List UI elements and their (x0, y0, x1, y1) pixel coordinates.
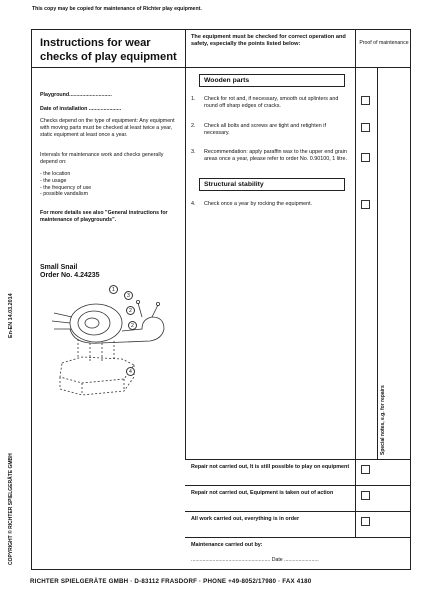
date-field[interactable]: ....................................................... Date ........................ (191, 557, 319, 563)
list-item: - the location (40, 171, 71, 177)
item-text: Check for rot and, if necessary, smooth out splinters and round off sharp edges of cracks. (204, 96, 339, 109)
item-number: 1. (191, 96, 196, 102)
section-structural-stability: Structural stability (199, 178, 345, 191)
item-4-checkbox[interactable] (361, 200, 370, 209)
item-2-checkbox[interactable] (361, 123, 370, 132)
item-text: Check all bolts and screws are tight and retighten if necessary. (204, 123, 326, 136)
status-3-checkbox[interactable] (361, 517, 370, 526)
proof-of-maintenance-label: Proof of maintenance (359, 40, 409, 46)
list-item: - possible vandalism (40, 191, 88, 198)
diagram-label-3: 3 (124, 291, 133, 300)
status-2-checkbox[interactable] (361, 491, 370, 500)
intervals-text: Intervals for maintenance work and checks generally depend on: (40, 152, 164, 165)
side-date: En-EN 14.03.2014 (8, 293, 14, 338)
list-item: - the usage (40, 177, 67, 184)
divider-status-2 (185, 485, 411, 486)
more-details-text: For more details see also "General instructions for maintenance of playgrounds". (40, 210, 168, 223)
product-name: Small Snail (40, 264, 78, 271)
small-snail-illustration (38, 283, 178, 403)
playground-field[interactable]: Playground............................. (40, 92, 112, 98)
item-number: 3. (191, 149, 196, 155)
item-text: Recommendation: apply paraffin wax to the upper end grain areas once a year, please refer to order No. 0.90100, 1 litre. (204, 149, 347, 162)
page-title: Instructions for wear checks of play equipment (40, 37, 177, 63)
divider-proof-column (355, 29, 356, 537)
status-all-done: All work carried out, everything is in order (191, 516, 300, 522)
divider-status-4 (185, 537, 411, 538)
maintenance-by-label: Maintenance carried out by: (191, 542, 263, 548)
item-1-checkbox[interactable] (361, 96, 370, 105)
diagram-label-1: 1 (109, 285, 118, 294)
copyright-text: COPYRIGHT © RICHTER SPIELGERÄTE GMBH (8, 453, 14, 565)
order-number: Order No. 4.24235 (40, 272, 100, 279)
divider-notes-column (377, 67, 378, 459)
divider-left-column (185, 29, 186, 459)
diagram-label-4: 4 (126, 367, 135, 376)
divider-status-3 (185, 511, 411, 512)
depend-list (40, 171, 182, 198)
checks-text: Checks depend on the type of equipment: Any equipment with moving parts must be checked at least twice a year, static equipment at least once a year. (40, 118, 175, 138)
item-text: Check once a year by rocking the equipment. (204, 201, 313, 207)
divider-header (31, 67, 411, 68)
item-number: 4. (191, 201, 196, 207)
item-number: 2. (191, 123, 196, 129)
equipment-drawing (38, 283, 178, 403)
status-still-playable: Repair not carried out, It is still possible to play on equipment (191, 464, 350, 470)
status-out-of-action: Repair not carried out, Equipment is taken out of action (191, 490, 334, 496)
header-instructions: The equipment must be checked for correct operation and safety, especially the points listed below: (191, 34, 346, 48)
copy-note: This copy may be copied for maintenance of Richter play equipment. (32, 6, 202, 12)
diagram-label-2b: 2 (128, 321, 137, 330)
list-item: - the frequency of use (40, 184, 92, 191)
section-wooden-parts: Wooden parts (199, 74, 345, 87)
company-footer: RICHTER SPIELGERÄTE GMBH · D-83112 FRASDORF · PHONE +49-8052/17980 · FAX 4180 (30, 578, 312, 585)
divider-status-1 (185, 459, 411, 460)
item-3-checkbox[interactable] (361, 153, 370, 162)
diagram-label-2: 2 (126, 306, 135, 315)
installation-date-field[interactable]: Date of installation ...................... (40, 106, 122, 112)
special-notes-label: Special notes, e.g. for repairs (380, 385, 386, 455)
status-1-checkbox[interactable] (361, 465, 370, 474)
